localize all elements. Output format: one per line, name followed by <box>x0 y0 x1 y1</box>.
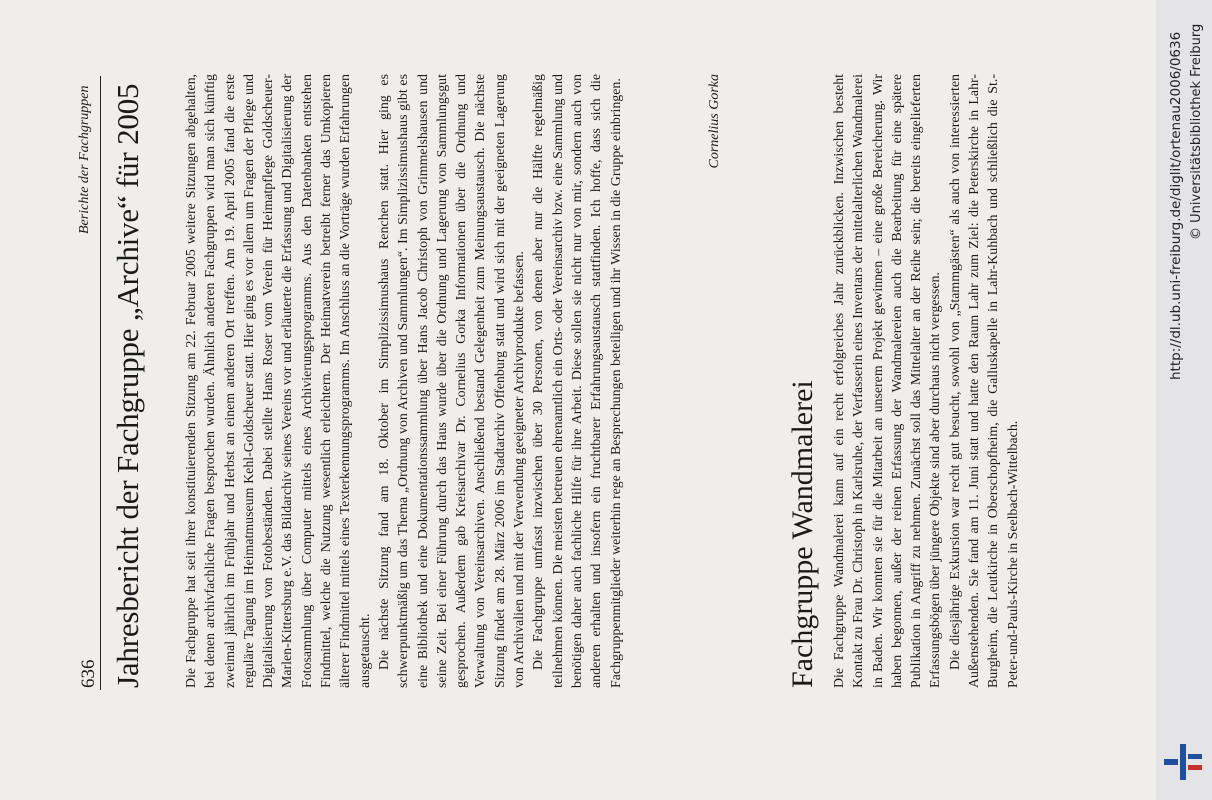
section-body-archive <box>182 74 626 688</box>
paragraph: Die Fachgruppe hat seit ihrer konstituierenden Sitzung am 22. Februar 2005 weitere Sitzungen abgehalten, bei denen archivfachliche Fragen besprochen wurden. Ähnlich anderen Fachgruppen wird man sich künftig zweimal jährlich im Frühjahr und Herbst an einem anderen Ort treffen. Am 19. April 2005 fand die erste reguläre Tagung im Heimatmuseum Kehl-Goldscheuer statt. Hier ging es vor allem um Fragen der Pflege und Digitalisierung von Fotobeständen. Dabei stellte Hans Roser vom Verein für Heimatpflege Goldscheuer-Marlen-Kittersburg e.V. das Bildarchiv seines Vereins vor und erläuterte die Erfassung und Digitalisierung der Fotosammlung über Computer mittels eines Archivierungsprogramms. Aus den Datenbanken entstehen Findmittel, welche die Nutzung wesentlich erleichtern. Der Heimatverein betreibt ferner das Umkopieren älterer Findmittel mittels eines Texterkennungsprogramms. Im Anschluss an die Vorträge wurden Erfahrungen ausgetauscht. <box>184 74 373 688</box>
paragraph: Die diesjährige Exkursion war recht gut besucht, sowohl von „Stammgästen“ als auch von interessierten Außenstehenden. Sie fand am 11. Juni statt und hatte den Raum Lahr zum Ziel: die Peterskirche in Lahr-Burgheim, die Leutkirche in Oberschopfheim, die Galluskapelle in Lahr-Kuhbach und schließlich die St.-Peter-und-Pauls-Kirche in Seelbach-Wittelbach. <box>947 74 1021 688</box>
source-url[interactable]: http://dl.ub.uni-freiburg.de/diglit/ortenau2006/0636 <box>1168 31 1184 380</box>
library-logo-icon <box>1160 742 1206 782</box>
paragraph: Die nächste Sitzung fand am 18. Oktober im Simplizissimushaus Renchen statt. Hier ging es schwerpunktmäßig um das Thema „Ordnung von Archiven und Sammlungen“. Im Simplizissimushaus gibt es eine Bibliothek und eine Dokumentationssammlung über Hans Jacob Christoph von Grimmelshausen und seine Zeit. Bei einer Führung durch das Haus wurde über die Ordnung und Lagerung von Sammlungsgut gesprochen. Außerdem gab Kreisarchivar Dr. Cornelius Gorka Informationen über die Ordnung und Verwaltung von Vereinsarchiven. Anschließend bestand Gelegenheit zum Meinungsaustausch. Die nächste Sitzung findet am 28. März 2006 im Stadtarchiv Offenburg statt und wird sich mit der geeigneten Lagerung von Archivalien und mit der Verwendung geeigneter Archivprodukte befassen. <box>376 74 528 688</box>
running-head: Berichte der Fachgruppen <box>77 85 92 234</box>
author-signature: Cornelius Gorka <box>707 74 722 169</box>
paragraph: Die Fachgruppe Wandmalerei kann auf ein recht erfolgreiches Jahr zurückblicken. Inzwischen besteht Kontakt zu Frau Dr. Christoph in Karlsruhe, der Verfasserin eines Inventars der mittelalterlichen Wandmalerei in Baden. Wir konnten sie für die Mitarbeit an unserem Projekt gewinnen – eine große Bereicherung. Wir haben begonnen, außer der reinen Erfassung der Wandmalereien auch die Bearbeitung für eine spätere Publikation in Angriff zu nehmen. Zunächst soll das Mittelalter an der Reihe sein; die bereits eingelieferten Erfassungsbögen über jüngere Objekte sind aber durchaus nicht vergessen. <box>832 74 944 688</box>
paragraph: Die Fachgruppe umfasst inzwischen über 30 Personen, von denen aber nur die Hälfte regelmäßig teilnehmen können. Die meisten betreuen ehrenamtlich ein Orts- oder Vereinsarchiv bzw. eine Sammlung und benötigen daher auch fachliche Hilfe für ihre Arbeit. Diese sollen sie nicht nur von mir, sondern auch von anderen erhalten und insofern ein fruchtbarer Erfahrungsaustausch stattfinden. Ich hoffe, dass sich die Fachgruppenmitglieder weiterhin rege an Besprechungen beteiligen und ihr Wissen in die Gruppe einbringen. <box>531 74 624 688</box>
header-rule <box>100 76 101 690</box>
page-number: 636 <box>78 659 99 688</box>
section-title-wandmalerei: Fachgruppe Wandmalerei <box>786 380 819 688</box>
copyright-notice: © Universitätsbibliothek Freiburg <box>1189 23 1204 240</box>
section-body-wandmalerei <box>830 74 1023 688</box>
section-title-archive: Jahresbericht der Fachgruppe „Archive“ für 2005 <box>110 83 145 688</box>
